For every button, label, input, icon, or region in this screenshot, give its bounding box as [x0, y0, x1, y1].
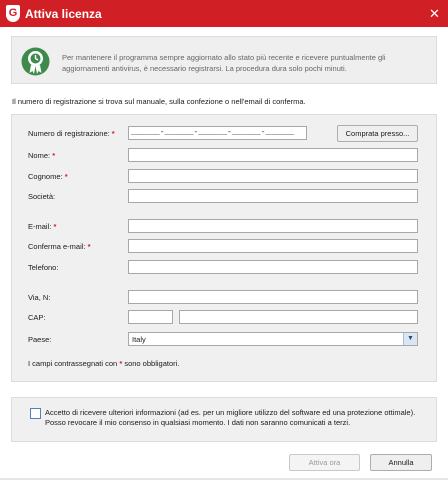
info-banner: [11, 36, 437, 84]
required-mark: *: [64, 172, 68, 181]
consent-text: Accetto di ricevere ulteriori informazioni (ad es. per un migliore utilizzo del software ed una protezione ottimale). Posso revocare il mio consenso in qualsiasi momento. I dati non saranno comunicati a terzi.: [45, 408, 416, 427]
cap-label: CAP:: [28, 313, 46, 322]
required-mark: *: [87, 242, 91, 251]
cognome-label: [28, 172, 68, 181]
conferma-email-label: [28, 242, 91, 251]
nome-label: [28, 151, 55, 160]
note-text-after: sono obbligatori.: [124, 359, 180, 368]
nome-label-text: Nome:: [28, 151, 51, 160]
telefono-field[interactable]: [128, 260, 418, 274]
nome-field[interactable]: [128, 148, 418, 162]
consent-checkbox[interactable]: [30, 408, 41, 419]
email-label-text: E-mail:: [28, 222, 52, 231]
certificate-icon: [20, 46, 51, 77]
attiva-ora-button[interactable]: Attiva ora: [289, 454, 360, 471]
paese-selected-value: Italy: [132, 335, 146, 344]
required-fields-note: [28, 359, 179, 368]
email-label: [28, 222, 56, 231]
via-label: Via, N:: [28, 293, 51, 302]
paese-label: Paese:: [28, 335, 52, 344]
citta-field[interactable]: [179, 310, 418, 324]
conferma-email-label-text: Conferma e-mail:: [28, 242, 86, 251]
window-title: Attiva licenza: [25, 7, 102, 21]
telefono-label: Telefono:: [28, 263, 59, 272]
note-text-before: I campi contrassegnati con: [28, 359, 118, 368]
cap-field[interactable]: [128, 310, 173, 324]
required-mark: *: [52, 151, 56, 160]
email-field[interactable]: [128, 219, 418, 233]
registration-number-label-text: Numero di registrazione:: [28, 129, 110, 138]
registration-number-label: [28, 129, 115, 138]
info-banner-text: Per mantenere il programma sempre aggiornato allo stato più recente e ricevere puntualmente gli aggiornamenti antivirus, è necessario registrarsi. La procedura dura solo pochi minuti.: [62, 53, 386, 73]
required-mark: *: [119, 359, 123, 368]
chevron-down-icon[interactable]: ▼: [403, 333, 417, 345]
close-icon[interactable]: ✕: [429, 6, 440, 21]
societa-field[interactable]: [128, 189, 418, 203]
annulla-button[interactable]: Annulla: [370, 454, 432, 471]
required-mark: *: [111, 129, 115, 138]
societa-label: Società:: [28, 192, 56, 201]
required-mark: *: [53, 222, 57, 231]
registration-number-field[interactable]: ______-______-______-______-______: [128, 126, 307, 140]
intro-text: Il numero di registrazione si trova sul manuale, sulla confezione o nell'email di conferma.: [12, 97, 306, 106]
comprata-presso-button[interactable]: Comprata presso...: [337, 125, 418, 142]
title-bar: [0, 0, 448, 27]
paese-select[interactable]: [128, 332, 418, 346]
conferma-email-field[interactable]: [128, 239, 418, 253]
cognome-label-text: Cognome:: [28, 172, 63, 181]
via-field[interactable]: [128, 290, 418, 304]
gdata-logo-icon: G: [6, 5, 20, 22]
cognome-field[interactable]: [128, 169, 418, 183]
consent-panel: [11, 397, 437, 442]
